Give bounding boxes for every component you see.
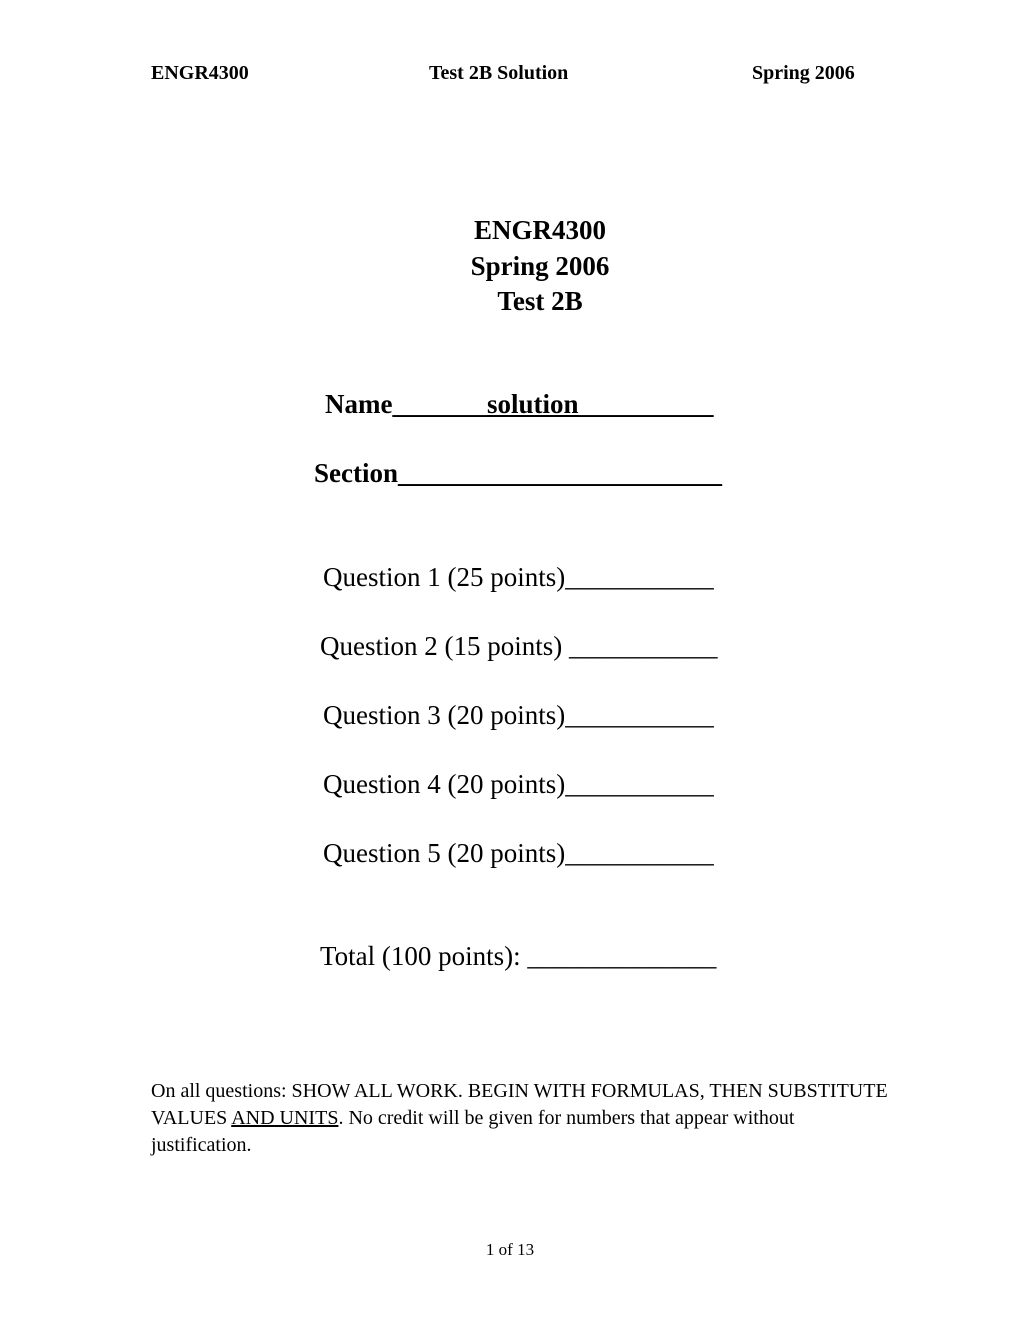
title-term: Spring 2006 [470,251,610,281]
score-row-q5[interactable] [323,838,714,869]
section-blank: ________________________ [398,458,722,488]
instructions-part2: . No credit will be given for numbers that appear without justification. [151,1107,795,1156]
header-doc-title: Test 2B Solution [429,62,569,84]
instructions-emphasis: AND UNITS [231,1107,339,1129]
header-course: ENGR4300 [151,62,249,84]
instructions [151,1078,891,1159]
score-row-q1[interactable] [323,562,714,593]
score-blank: ___________ [569,631,718,661]
score-label: Question 3 (20 points) [323,700,566,730]
total-blank: ______________ [527,941,717,971]
section-label: Section [314,458,398,488]
total-label: Total (100 points): [320,941,528,971]
name-lead-blank: _______ [392,389,487,419]
score-row-q3[interactable] [323,700,714,731]
name-trail-blank: __________ [578,389,714,419]
score-blank: ___________ [565,700,714,730]
name-value: solution [486,389,579,419]
score-label: Question 5 (20 points) [323,838,566,868]
title-test: Test 2B [497,286,583,316]
name-label: Name [325,389,393,419]
total-row[interactable] [320,941,716,972]
score-label: Question 2 (15 points) [320,631,569,661]
header-term: Spring 2006 [752,62,855,84]
score-row-q4[interactable] [323,769,714,800]
score-blank: ___________ [565,769,714,799]
name-field[interactable] [325,389,714,420]
instructions-part1: On all questions: SHOW ALL WORK. BEGIN WITH FORMULAS, THEN SUBSTITUTE VALUES [151,1080,888,1129]
score-row-q2[interactable] [320,631,718,662]
section-field[interactable] [314,458,722,489]
score-blank: ___________ [565,838,714,868]
score-blank: ___________ [565,562,714,592]
title-course: ENGR4300 [473,215,606,245]
score-label: Question 4 (20 points) [323,769,566,799]
page-number: 1 of 13 [485,1240,535,1259]
score-label: Question 1 (25 points) [323,562,566,592]
